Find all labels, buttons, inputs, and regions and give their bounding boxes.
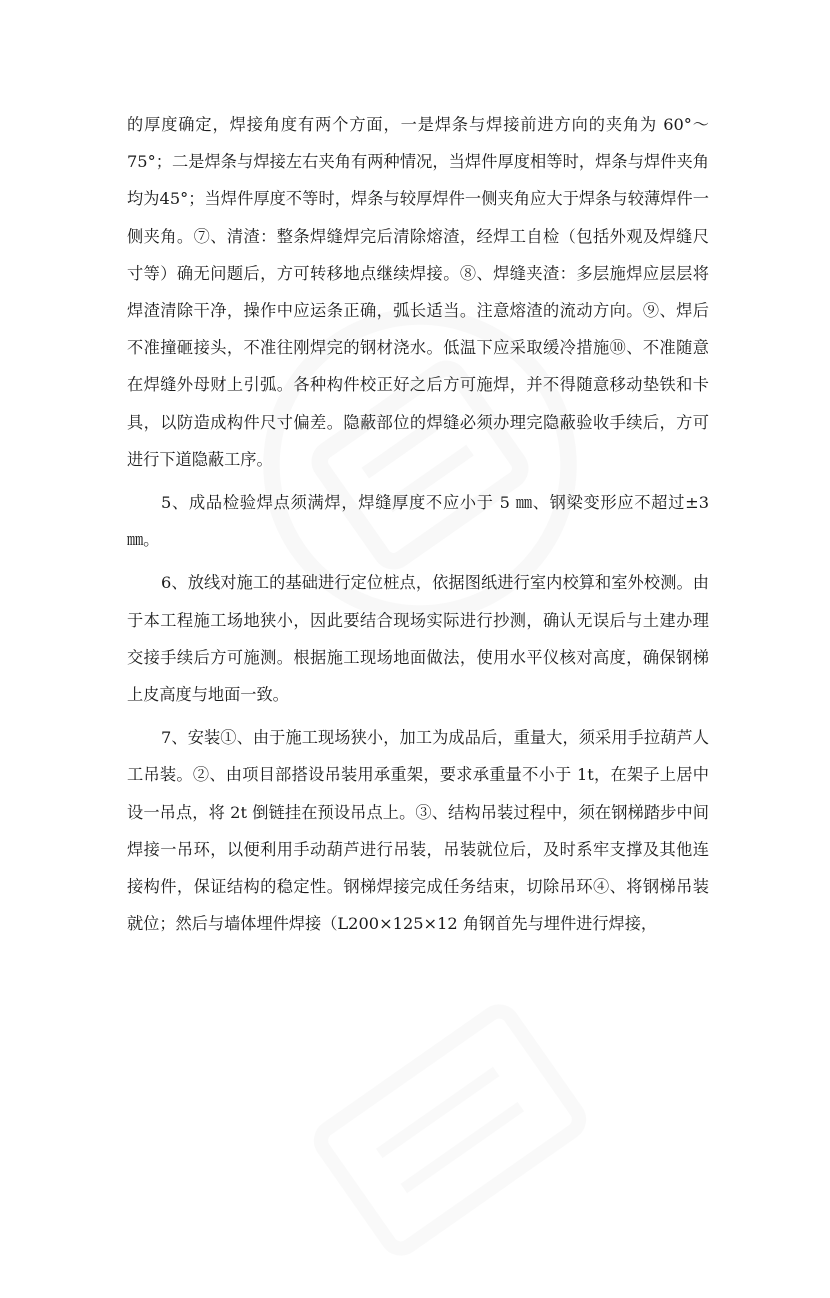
document-body bbox=[127, 106, 709, 948]
paragraph-5-inspection: 5、成品检验焊点须满焊，焊缝厚度不应小于 5 ㎜、钢梁变形应不超过±3 ㎜。 bbox=[127, 493, 709, 550]
paragraph-continued: 的厚度确定，焊接角度有两个方面，一是焊条与焊接前进方向的夹角为 60°～75°；二是焊条与焊接左右夹角有两种情况，当焊件厚度相等时，焊条与焊件夹角均为45°；当焊件厚度不等时，焊条与较厚焊件一侧夹角应大于焊条与较薄焊件一侧夹角。⑦、清渣：整条焊缝焊完后清除熔渣，经焊工自检（包括外观及焊缝尺寸等）确无问题后，方可转移地点继续焊接。⑧、焊缝夹渣：多层施焊应层层将焊渣清除干净，操作中应运条正确，弧长适当。注意熔渣的流动方向。⑨、焊后不准撞砸接头，不准往刚焊完的钢材浇水。低温下应采取缓冷措施⑩、不准随意在焊缝外母财上引弧。各种构件校正好之后方可施焊，并不得随意移动垫铁和卡具，以防造成构件尺寸偏差。隐蔽部位的焊缝必须办理完隐蔽验收手续后，方可进行下道隐蔽工序。 bbox=[127, 115, 709, 469]
paragraph-7-installation: 7、安装①、由于施工现场狭小，加工为成品后，重量大，须采用手拉葫芦人工吊装。②、由项目部搭设吊装用承重架，要求承重量不小于 1t，在架子上居中设一吊点，将 2t 倒链挂在预设吊点上。③、结构吊装过程中，须在钢梯踏步中间焊接一吊环，以便利用手动葫芦进行吊装，吊装就位后，及时系牢支撑及其他连接构件，保证结构的稳定性。钢梯焊接完成任务结束，切除吊环④、将钢梯吊装就位；然后与墙体埋件焊接（L200×125×12 角钢首先与埋件进行焊接， bbox=[127, 728, 709, 934]
watermark-logo-bottom bbox=[270, 962, 630, 1298]
paragraph-6-layout: 6、放线对施工的基础进行定位桩点，依据图纸进行室内校算和室外校测。由于本工程施工场地狭小，因此要结合现场实际进行抄测，确认无误后与土建办理交接手续后方可施测。根据施工现场地面做法，使用水平仪核对高度，确保钢梯上皮高度与地面一致。 bbox=[127, 573, 709, 705]
